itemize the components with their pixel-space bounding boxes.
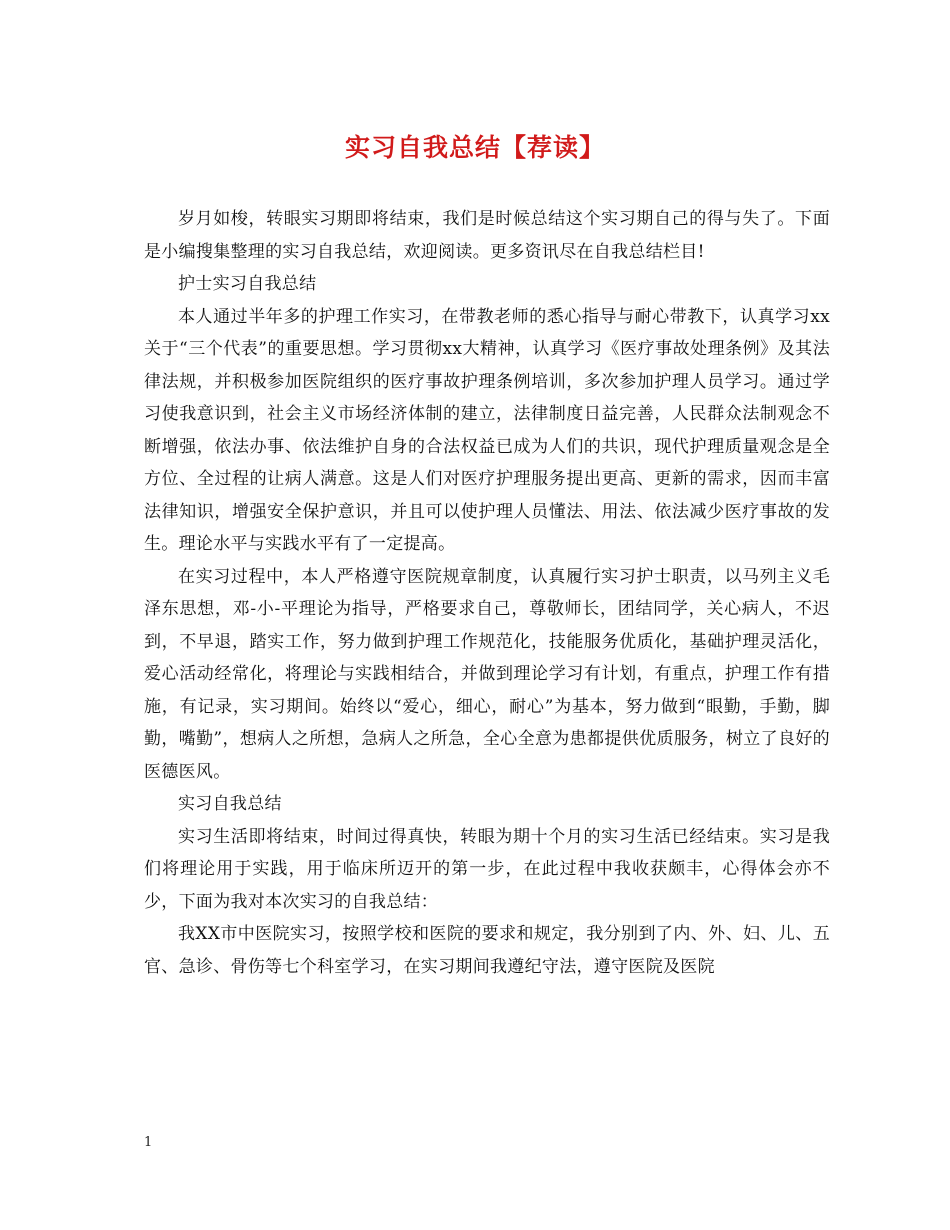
section-heading-internship: 实习自我总结 bbox=[178, 794, 282, 814]
section-heading-nurse-internship: 护士实习自我总结 bbox=[178, 274, 317, 294]
document-title: 实习自我总结【荐读】 bbox=[344, 133, 605, 162]
body-paragraph: 实习生活即将结束，时间过得真快，转眼为期十个月的实习生活已经结束。实习是我们将理论用于实践，用于临床所迈开的第一步，在此过程中我收获颇丰，心得体会亦不少，下面为我对本次实习的自我总结： bbox=[144, 826, 830, 912]
body-paragraph: 在实习过程中，本人严格遵守医院规章制度，认真履行实习护士职责，以马列主义毛泽东思想，邓-小-平理论为指导，严格要求自己，尊敬师长，团结同学，关心病人，不迟到，不早退，踏实工作，努力做到护理工作规范化，技能服务优质化，基础护理灵活化，爱心活动经常化，将理论与实践相结合，并做到理论学习有计划，有重点，护理工作有措施，有记录，实习期间。始终以“爱心，细心，耐心”为基本，努力做到“眼勤，手勤，脚勤，嘴勤”，想病人之所想，急病人之所急，全心全意为患都提供优质服务，树立了良好的医德医风。 bbox=[144, 566, 830, 782]
body-paragraph: 本人通过半年多的护理工作实习，在带教老师的悉心指导与耐心带教下，认真学习xx关于“三个代表”的重要思想。学习贯彻xx大精神，认真学习《医疗事故处理条例》及其法律法规，并积极参加医院组织的医疗事故护理条例培训，多次参加护理人员学习。通过学习使我意识到，社会主义市场经济体制的建立，法律制度日益完善，人民群众法制观念不断增强，依法办事、依法维护自身的合法权益已成为人们的共识，现代护理质量观念是全方位、全过程的让病人满意。这是人们对医疗护理服务提出更高、更新的需求，因而丰富法律知识，增强安全保护意识，并且可以使护理人员懂法、用法、依法减少医疗事故的发生。理论水平与实践水平有了一定提高。 bbox=[144, 306, 830, 554]
intro-paragraph: 岁月如梭，转眼实习期即将结束，我们是时候总结这个实习期自己的得与失了。下面是小编搜集整理的实习自我总结，欢迎阅读。更多资讯尽在自我总结栏目! bbox=[144, 209, 830, 262]
body-paragraph: 我XX市中医院实习，按照学校和医院的要求和规定，我分别到了内、外、妇、儿、五官、急诊、骨伤等七个科室学习，在实习期间我遵纪守法，遵守医院及医院 bbox=[144, 924, 830, 977]
page-number: 1 bbox=[144, 1135, 153, 1150]
document-body bbox=[144, 203, 830, 983]
